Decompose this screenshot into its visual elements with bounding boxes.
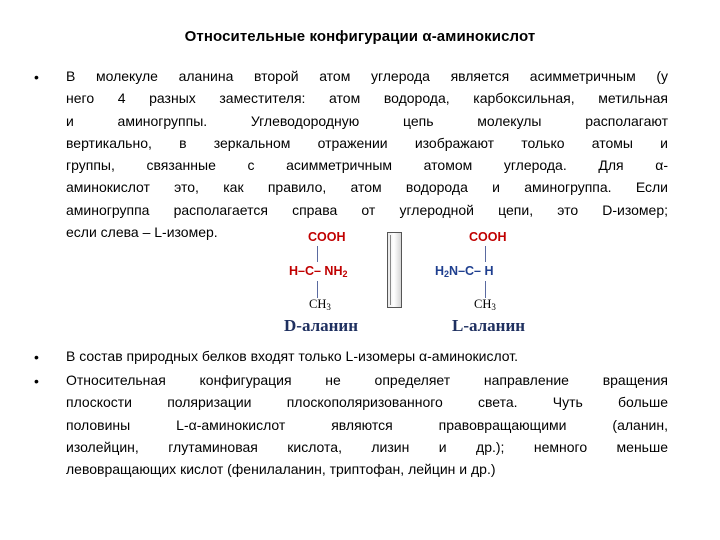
l-alanine-bond-top <box>485 246 486 262</box>
para3-line-4: изолейцин, глутаминовая кислота, лизин и др.); немного меньше <box>66 438 668 455</box>
l-alanine-label: L-аланин <box>452 316 526 335</box>
bullet-3: • <box>34 373 39 389</box>
para1-line-2: него 4 разных заместителя: атом водорода, карбоксильная, метильная <box>66 90 668 107</box>
para3-line-2: плоскости поляризации плоскополяризованного света. Чуть больше <box>66 394 668 411</box>
para1-line-1: В молекуле аланина второй атом углерода является асимметричным (у <box>66 68 668 84</box>
l-alanine-bond-bottom <box>485 281 486 298</box>
d-alanine-center: H–C– $NH_2$ <box>289 264 348 279</box>
bullet-1: • <box>34 69 39 85</box>
para3-line-1: Относительная конфигурация не определяет направление вращения <box>66 372 668 388</box>
d-alanine-bond-top <box>317 246 318 262</box>
para1-line-4: вертикально, в зеркальном отражении изображают только атомы и <box>66 134 668 151</box>
para3-line-3: половины L-α-аминокислот являются правовращающими (аланин, <box>66 416 668 433</box>
l-alanine-cooh: COOH <box>469 230 507 244</box>
paragraph-alanine-configuration <box>66 65 668 243</box>
slide-title: Относительные конфигурации α-аминокислот <box>184 28 536 45</box>
d-alanine-label: D-аланин <box>284 316 359 335</box>
para2-line-1: В состав природных белков входят только L-изомеры α-аминокислот. <box>66 348 519 364</box>
paragraph-optical-rotation <box>66 369 668 480</box>
l-alanine-center: $H_2N-C-$ H <box>435 264 494 279</box>
para1-line-3: и аминогруппы. Углеводородную цепь молекулы располагают <box>66 112 668 129</box>
bullet-2: • <box>34 349 39 365</box>
para1-line-5: группы, связанные с асимметричным атомом углерода. Для α- <box>66 157 668 174</box>
d-alanine-cooh: COOH <box>308 230 346 244</box>
para1-line-6: аминокислот это, как правило, атом водорода и аминогруппа. Если <box>66 179 668 196</box>
para1-line-8: если слева – L-изомер. <box>66 224 218 241</box>
para3-line-5: левовращающих кислот (фенилаланин, триптофан, лейцин и др.) <box>66 461 496 478</box>
paragraph-natural-proteins <box>66 345 668 367</box>
l-alanine-ch3: $CH_3$ <box>474 297 496 312</box>
mirror-plane <box>387 232 402 308</box>
d-alanine-ch3: $CH_3$ <box>309 297 331 312</box>
d-alanine-bond-bottom <box>317 281 318 298</box>
para1-line-7: аминогруппа располагается справа от углеродной цепи, это D-изомер; <box>66 201 668 218</box>
